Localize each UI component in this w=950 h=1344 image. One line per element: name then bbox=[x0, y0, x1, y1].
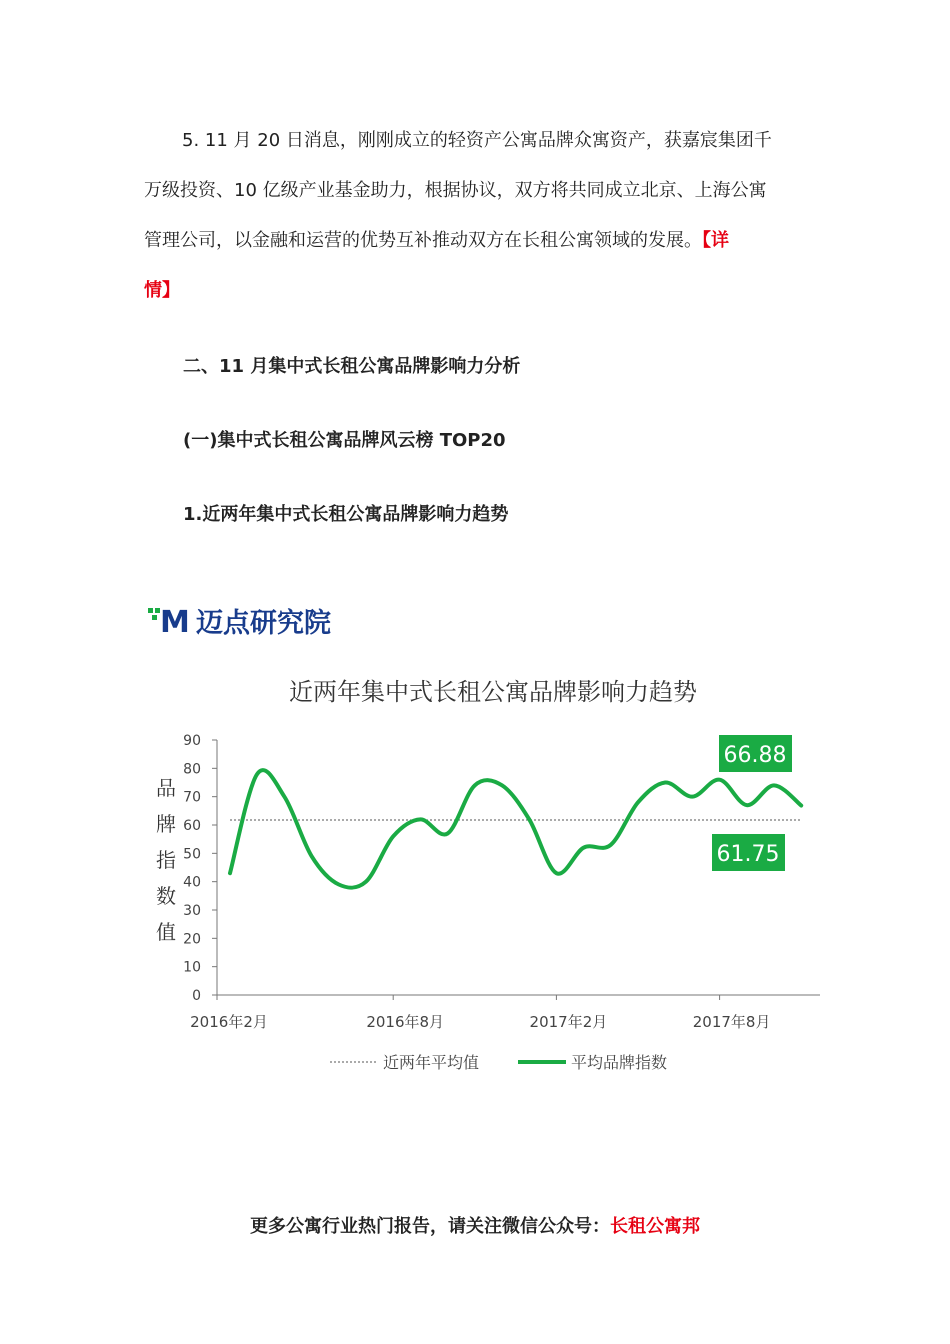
logo-m-icon: M bbox=[160, 605, 190, 640]
logo bbox=[148, 605, 331, 640]
paragraph-line-2: 万级投资、10 亿级产业基金助力，根据协议，双方将共同成立北京、上海公寓 bbox=[144, 180, 767, 201]
callout-latest-text: 66.88 bbox=[723, 743, 787, 768]
footer-text: 更多公寓行业热门报告，请关注微信公众号： bbox=[250, 1216, 610, 1237]
y-tick-label: 50 bbox=[183, 846, 201, 863]
footer-note bbox=[0, 1212, 950, 1238]
logo-dot-icon-3 bbox=[152, 615, 157, 620]
x-tick-label: 2017年2月 bbox=[529, 1013, 608, 1031]
legend bbox=[330, 1053, 667, 1072]
callout-average bbox=[712, 834, 785, 871]
subsection-heading: (一)集中式长租公寓品牌风云榜 TOP20 bbox=[183, 430, 506, 451]
x-tick-label: 2016年2月 bbox=[190, 1013, 268, 1031]
trend-chart bbox=[130, 590, 830, 1090]
legend-label-series: 平均品牌指数 bbox=[571, 1053, 668, 1072]
paragraph-line-1: 5. 11 月 20 日消息，刚刚成立的轻资产公寓品牌众寓资产，获嘉宸集团千 bbox=[182, 130, 772, 151]
y-label-char: 值 bbox=[156, 920, 176, 944]
detail-link-part2[interactable]: 情】 bbox=[144, 280, 180, 301]
paragraph-line-3: 管理公司，以金融和运营的优势互补推动双方在长租公寓领域的发展。 bbox=[144, 230, 702, 251]
footer-account[interactable]: 长租公寓邦 bbox=[610, 1216, 700, 1237]
y-label-char: 品 bbox=[156, 776, 176, 800]
legend-label-average: 近两年平均值 bbox=[383, 1053, 480, 1072]
logo-dot-icon bbox=[148, 608, 153, 613]
y-tick-label: 30 bbox=[183, 903, 201, 919]
y-tick-label: 90 bbox=[183, 733, 201, 749]
y-axis-label bbox=[156, 776, 176, 944]
chart-title: 近两年集中式长租公寓品牌影响力趋势 bbox=[289, 678, 697, 706]
y-label-char: 数 bbox=[156, 884, 176, 908]
news-paragraph bbox=[144, 116, 824, 316]
y-label-char: 牌 bbox=[156, 812, 176, 836]
y-tick-label: 10 bbox=[183, 959, 201, 976]
y-tick-label: 20 bbox=[183, 931, 201, 948]
y-label-char: 指 bbox=[156, 848, 176, 872]
logo-text: 迈点研究院 bbox=[196, 608, 331, 639]
y-tick-label: 60 bbox=[183, 818, 201, 834]
detail-link-part1[interactable]: 【详 bbox=[702, 230, 729, 251]
y-ticks bbox=[183, 733, 217, 1004]
callout-average-text: 61.75 bbox=[716, 842, 780, 867]
section-heading: 二、11 月集中式长租公寓品牌影响力分析 bbox=[183, 356, 521, 377]
y-tick-label: 80 bbox=[183, 761, 201, 778]
callout-latest bbox=[719, 735, 792, 772]
y-tick-label: 70 bbox=[183, 789, 201, 806]
x-ticks bbox=[190, 995, 770, 1031]
item-heading: 1.近两年集中式长租公寓品牌影响力趋势 bbox=[183, 504, 509, 525]
x-tick-label: 2017年8月 bbox=[692, 1013, 771, 1031]
y-tick-label: 0 bbox=[192, 988, 201, 1004]
y-tick-label: 40 bbox=[183, 874, 201, 891]
x-tick-label: 2016年8月 bbox=[366, 1013, 445, 1031]
